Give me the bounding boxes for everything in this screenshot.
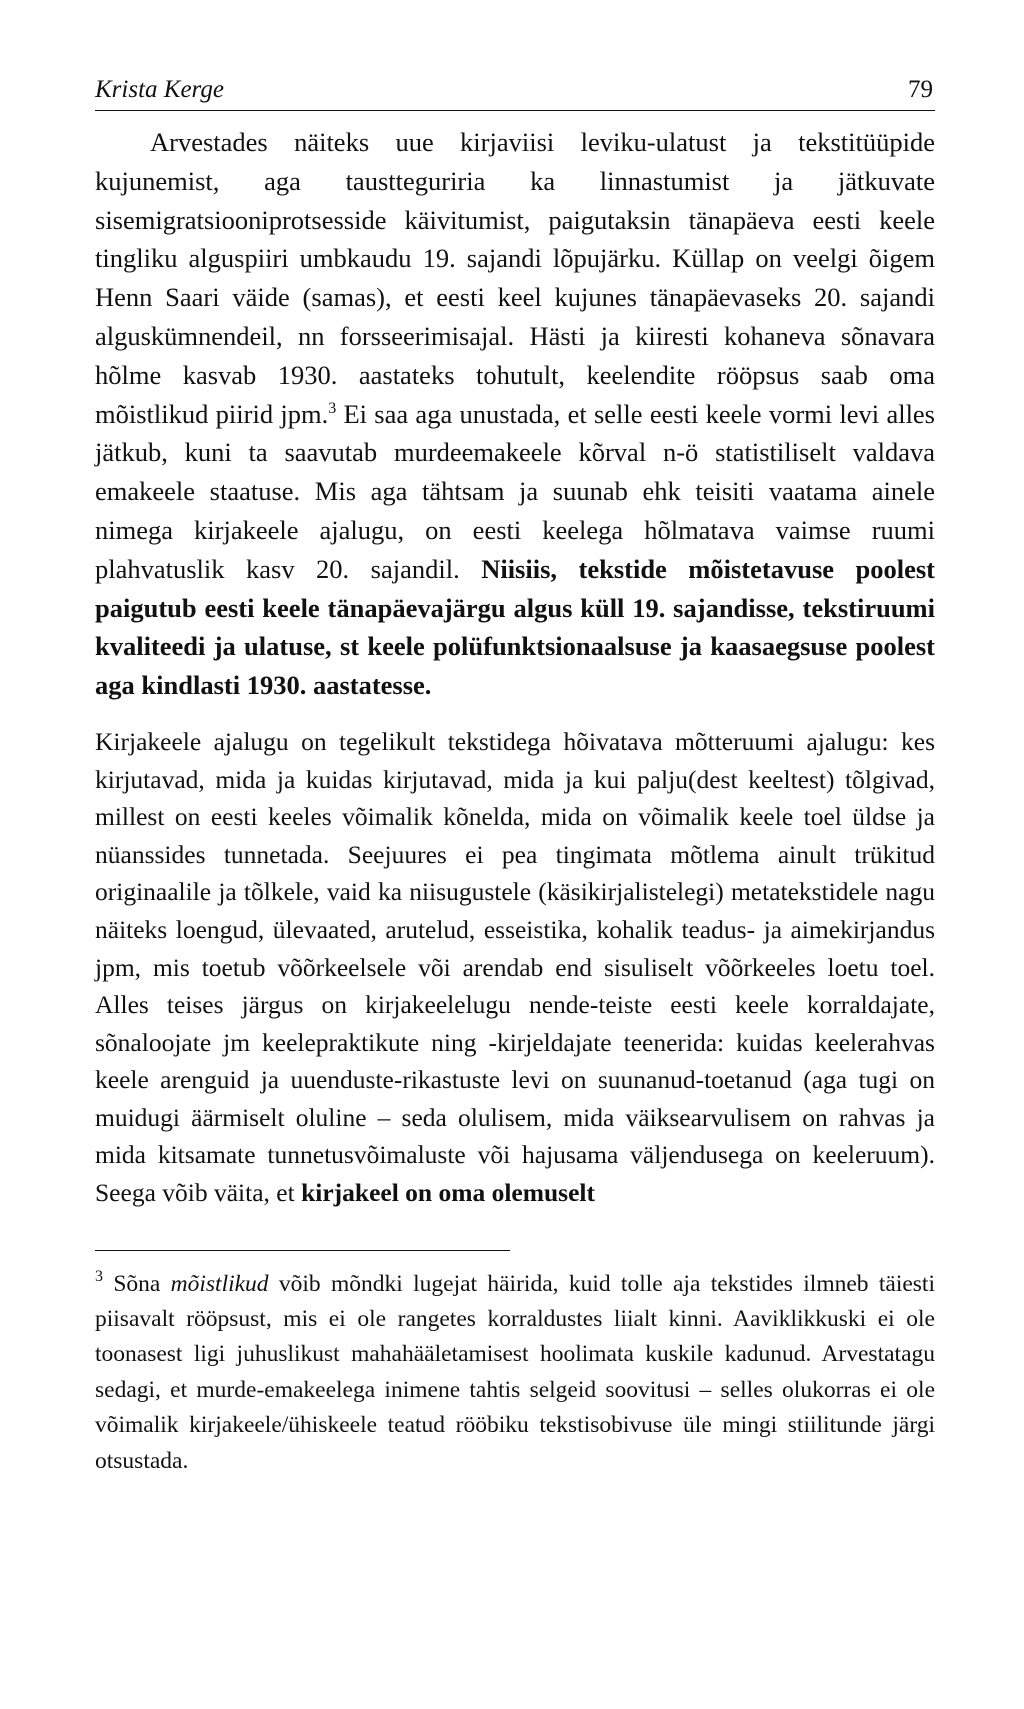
running-header-author: Krista Kerge bbox=[95, 76, 224, 103]
footnote-reference[interactable]: 3 bbox=[328, 399, 337, 417]
footnote-text-start: Sõna bbox=[103, 1270, 171, 1297]
footnote-separator bbox=[95, 1250, 510, 1251]
footnote-text-rest: võib mõndki lugejat häirida, kuid tolle aja tekstides ilmneb täiesti piisavalt rööpsust, mis ei ole rangetes korraldustes liialt kinni. Aaviklikkuski ei ole toonasest ligi juhuslikust mahahääletamisest hoolimata kuskile kadunud. Arvestatagu sedagi, et murde-emakeelega inimene tahtis selgeid soovitusi – selles olukorras ei ole võimalik kirjakeele/ühiskeele teatud rööbiku tekstisobivuse üle mingi stiilitunde järgi otsustada. bbox=[95, 1270, 935, 1474]
paragraph-1-text-continued: Ei saa aga unustada, et selle eesti keele vormi levi alles jätkub, kuni ta saavutab murdeemakeele kõrval n-ö statistiliselt valdava emakeele staatuse. Mis aga tähtsam ja suunab ehk teisiti vaatama ainele nimega kirjakeele ajalugu, on eesti keelega hõlmatava vaimse ruumi plahvatuslik kasv 20. sajandil. bbox=[95, 398, 936, 584]
page bbox=[95, 70, 935, 1503]
footnote bbox=[95, 1267, 935, 1479]
paragraph-2-bold-phrase: kirjakeel on oma olemuselt bbox=[301, 1178, 595, 1208]
body-paragraph-2 bbox=[95, 723, 935, 1212]
footnote-italic-term: mõistlikud bbox=[170, 1270, 269, 1297]
paragraph-1-text: Arvestades näiteks uue kirjaviisi leviku-ulatust ja tekstitüüpide kujunemist, aga taustteguriria ka linnastumist ja jätkuvate sisemigratsiooniprotsesside käivitumist, paigutaksin tänapäeva eesti keele tingliku alguspiiri umbkaudu 19. sajandi lõpujärku. Küllap on veelgi õigem Henn Saari väide (samas), et eesti keel kujunes tänapäevaseks 20. sajandi alguskümnendeil, nn forsseerimisajal. Hästi ja kiiresti kohaneva sõnavara hõlme kasvab 1930. aastateks tohutult, keelendite rööpsus saab oma mõistlikud piirid jpm. bbox=[95, 127, 935, 429]
footnote-number: 3 bbox=[95, 1267, 103, 1285]
body-paragraph-1 bbox=[95, 123, 935, 705]
paragraph-1-bold-conclusion: Niisiis, tekstide mõistetavuse poolest paigutub eesti keele tänapäevajärgu algus küll 19. sajandisse, tekstiruumi kvaliteedi ja ulatuse, st keele polüfunktsionaalsuse ja kaasaegsuse poolest aga kindlasti 1930. aastatesse. bbox=[95, 553, 935, 701]
paragraph-2-text: Kirjakeele ajalugu on tegelikult tekstidega hõivatava mõtteruumi ajalugu: kes kirjutavad, mida ja kuidas kirjutavad, mida ja kui palju(dest keeltest) tõlgivad, millest on eesti keeles võimalik kõnelda, mida on võimalik keele toel üldse ja nüanssides tunnetada. Seejuures ei pea tingimata mõtlema ainult trükitud originaalile ja tõlkele, vaid ka niisugustele (käsikirjalistelegi) metatekstidele nagu näiteks loengud, ülevaated, arutelud, esseistika, kohalik teadus- ja aimekirjandus jpm, mis toetub võõrkeelsele või arendab end sisuliselt võõrkeeles loetu toel. Alles teises järgus on kirjakeelelugu nende-teiste eesti keele korraldajate, sõnaloojate jm keelepraktikute ning -kirjeldajate teenerida: kuidas keelerahvas keele arenguid ja uuenduste-rikastuste levi on suunanud-toetanud (aga tugi on muidugi äärmiselt oluline – seda olulisem, mida väiksearvulisem on rahvas ja mida kitsamate tunnetusvõimaluste või hajusama väljendusega on keeleruum). Seega võib väita, et bbox=[95, 726, 935, 1208]
running-header bbox=[95, 70, 935, 111]
page-number: 79 bbox=[908, 76, 933, 103]
